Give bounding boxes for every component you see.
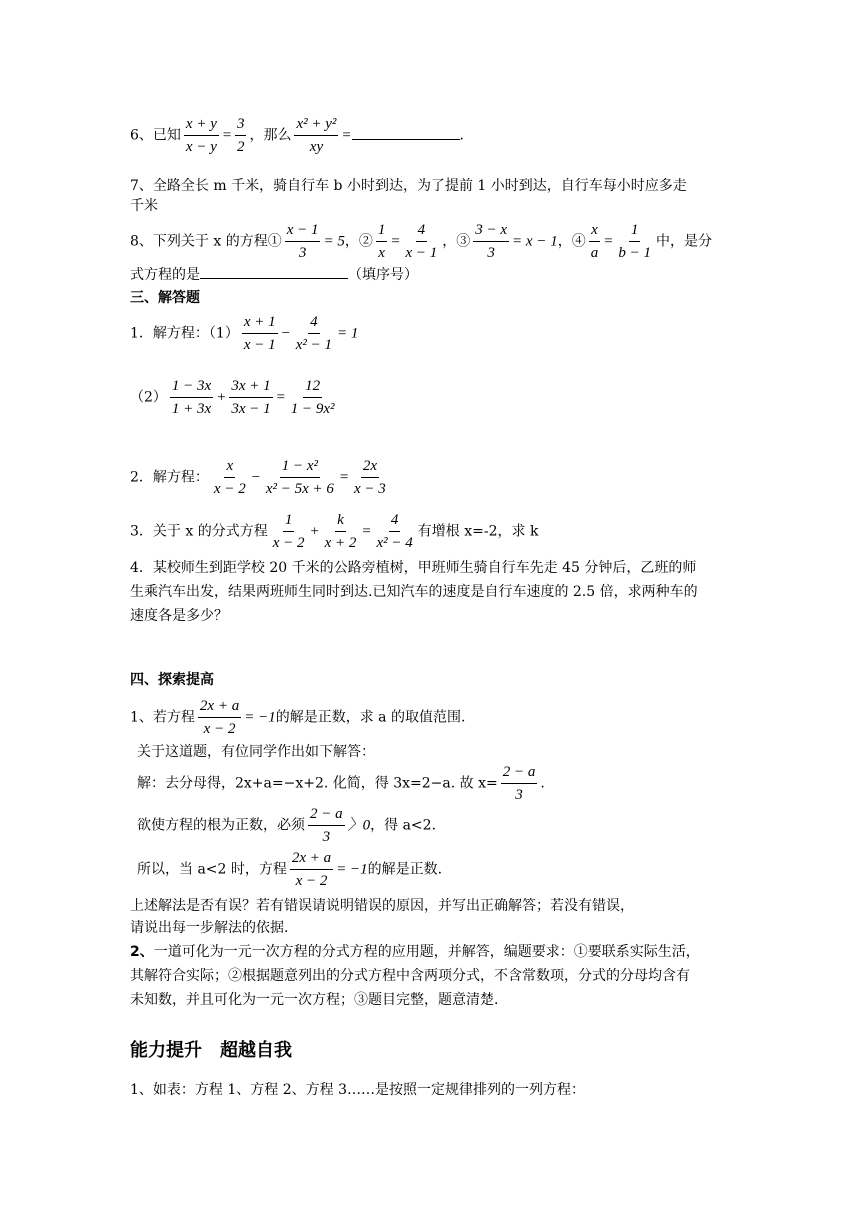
section-title-3: 三、解答题 [130, 290, 200, 306]
question-8: 8、下列关于 x 的方程① $\frac{x - 1}{3}$ = 5，② $\frac{1}{x}$ = $\frac{4}{x - 1}$ ，③ $\frac{3 - x}{3}$ = x − 1，④ $\frac{x}{a}$ = $\frac{1}{b - 1}$ 中，是分 [130, 222, 712, 261]
fraction: $\frac{2x + a}{x - 2}$ [199, 698, 240, 737]
fraction: $\frac{3}{2}$ [236, 116, 245, 155]
fraction: $\frac{4}{x - 1}$ [405, 222, 438, 261]
fraction: $\frac{2 - a}{3}$ [502, 764, 536, 803]
fraction: $\frac{1}{x}$ [377, 222, 386, 261]
fraction: $\frac{3 - x}{3}$ [475, 222, 508, 261]
question-6: 6、已知 $\frac{x + y}{x - y}$ = $\frac{3}{2}$ ，那么 $\frac{\text{x² + y²}}{xy}$ = . [130, 116, 464, 155]
explore-ask-line1: 上述解法是否有误？若有错误请说明错误的原因，并写出正确解答；若没有错误， [130, 898, 634, 914]
problem-4-line3: 速度各是多少？ [130, 608, 228, 624]
fraction: $\frac{3x + 1}{3x - 1}$ [231, 378, 271, 417]
fraction: $\frac{1 - 3x}{1 + 3x}$ [171, 378, 212, 417]
fraction: $\frac{\text{x² + y²}}{xy}$ [296, 116, 337, 155]
ability-question-1: 1、如表：方程 1、方程 2、方程 3……是按照一定规律排列的一列方程： [130, 1082, 585, 1098]
fraction: $\frac{\text{1 − x²}}{\text{x² − 5x + 6}}$ [265, 458, 334, 497]
fraction: $\frac{x - 1}{3}$ [286, 222, 319, 261]
answer-blank[interactable] [200, 264, 348, 279]
section-title-5: 能力提升 超越自我 [130, 1040, 292, 1061]
problem-1-2: （2） $\frac{1 - 3x}{1 + 3x}$ + $\frac{3x + 1}{3x - 1}$ = $\frac{12}{\text{1 − 9x²}}$ [130, 378, 335, 417]
problem-2: 2．解方程： $\frac{x}{x - 2}$ − $\frac{\text{1 − x²}}{\text{x² − 5x + 6}}$ = $\frac{2x}{x - 3}$ [130, 458, 386, 497]
fraction: $\frac{x + y}{x - y}$ [185, 116, 217, 155]
problem-3: 3．关于 x 的分式方程 $\frac{1}{x - 2}$ + $\frac{k}{x + 2}$ = $\frac{4}{\text{x² − 4}}$ 有增根 x=-2，求 k [130, 512, 539, 551]
explore-question-2: 2、一道可化为一元一次方程的分式方程的应用题，并解答，编题要求：①要联系实际生活， [130, 944, 700, 960]
fraction: $\frac{1}{b - 1}$ [618, 222, 651, 261]
answer-blank[interactable] [352, 125, 460, 140]
fraction: $\frac{2 - a}{3}$ [310, 806, 343, 845]
explore-question-2-line3: 未知数，并且可化为一元一次方程；③题目完整，题意清楚. [130, 992, 499, 1008]
explore-conclusion: 所以，当 a<2 时，方程 $\frac{2x + a}{x - 2}$ = −1的解是正数. [137, 850, 443, 889]
fraction: $\frac{4}{\text{x² − 4}}$ [376, 512, 413, 551]
question-7-line2: 千米 [130, 198, 158, 214]
section-title-4: 四、探索提高 [130, 672, 214, 688]
fraction: $\frac{x}{x - 2}$ [213, 458, 246, 497]
fraction: $\frac{12}{\text{1 − 9x²}}$ [290, 378, 335, 417]
fraction: $\frac{2x}{x - 3}$ [354, 458, 386, 497]
explore-solution: 解：去分母得，2x+a=−x+2. 化简，得 3x=2−a. 故 x= $\frac{2 - a}{3}$ . [137, 764, 545, 803]
problem-4-line2: 生乘汽车出发，结果两班师生同时到达.已知汽车的速度是自行车速度的 2.5 倍，求两种车的 [130, 584, 698, 600]
fraction: $\frac{k}{x + 2}$ [324, 512, 357, 551]
problem-4-line1: 4．某校师生到距学校 20 千米的公路旁植树，甲班师生骑自行车先走 45 分钟后，乙班的师 [130, 560, 697, 576]
explore-question-1: 1、若方程 $\frac{2x + a}{x - 2}$ = −1的解是正数，求 a 的取值范围. [130, 698, 466, 737]
question-7-line1: 7、全路全长 m 千米，骑自行车 b 小时到达，为了提前 1 小时到达，自行车每小时应多走 [130, 178, 687, 194]
explore-condition: 欲使方程的根为正数，必须 $\frac{2 - a}{3}$ 〉0，得 a<2. [137, 806, 437, 845]
fraction: $\frac{x + 1}{x - 1}$ [243, 314, 276, 353]
fraction: $\frac{x}{a}$ [590, 222, 599, 261]
problem-1-1: 1．解方程：（1） $\frac{x + 1}{x - 1}$ − $\frac{4}{\text{x² − 1}}$ = 1 [130, 314, 359, 353]
fraction: $\frac{4}{\text{x² − 1}}$ [295, 314, 333, 353]
question-8-line2: 式方程的是 （填序号） [130, 264, 418, 285]
fraction: $\frac{2x + a}{x - 2}$ [291, 850, 332, 889]
explore-question-2-line2: 其解符合实际；②根据题意列出的分式方程中含两项分式，不含常数项，分式的分母均含有 [130, 968, 690, 984]
explore-ask-line2: 请说出每一步解法的依据. [130, 920, 289, 936]
explore-intro: 关于这道题，有位同学作出如下解答： [137, 744, 375, 760]
fraction: $\frac{1}{x - 2}$ [272, 512, 305, 551]
